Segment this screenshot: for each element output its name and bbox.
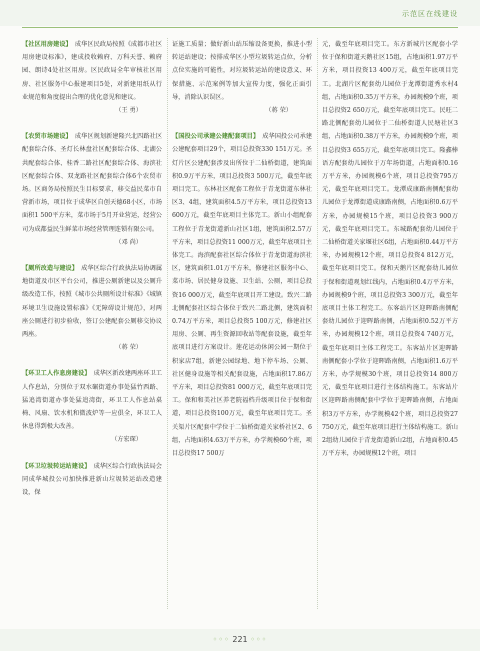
article-heading: 【社区用房建设】 — [22, 41, 72, 48]
article-author: （王 勇） — [115, 107, 142, 115]
article-body: 元，截至年底项目完工。东方新城片区配套小学位于保和街道天鹅社区15组，占地面积1.97万平方米，项目投资13 400万元，截至年底项目完工。北湖片区配套幼儿园位于龙潭街道秀水村4组，占地面积0.35万平方米，办园规模9个班，项目总投资2 650万元，截至年底项目完工。民旺二路北侧配套幼儿园位于二仙桥街道人民塘社区3组，占地面积0.38万平方米，办园规模9个班，项目总投资3 655万元，截至年底项目完工。隆鑫棒语方配套幼儿园位于万年场街道，占地面积0.16万平方米，办园规模6个班，项目总投资795万元，截至年底项目完工。龙潭成康路南侧配套幼儿园位于龙潭街道成康路南侧，占地面积0.6万平方米，办园规模15个班，项目总投资3 900万元，截至年底项目完工。东城路配套幼儿园位于二仙桥街道关家堰社区6组，占地面积0.44万平方米，办园规模12个班，项目总投资4 812万元，截至年底项目完工。保和天鹅片区配套幼儿园位于保和街道观划红线内，占地面积0.4万平方米，办园规模9个班，项目总投资3 300万元，截至年底项目主体工程完工。东客站片区迎晖路南侧配套幼儿园位于迎晖路南侧，占地面积0.52万平方米，办园规模12个班，项目总投资4 740万元，截至年底项目主体工程完工。东客站片区迎晖路南侧配套小学位于迎晖路南侧，占地面积1.6万平方米，办学规模30个班，项目总投资14 800万元，截至年底项目进行主体结构施工。东客站片区迎晖路南侧配套中学位于迎晖路南侧，占地面积3万平方米，办学规模42个班，项目总投资27 750万元，截至年底项目进行主体结构施工。新山2组幼儿园位于青龙街道新山2组，占地面积0.45万平方米，办园规模12个班，项目 — [322, 41, 458, 458]
article — [22, 38, 162, 117]
article-body: 成华区综合行政执法局会同成华城投公司加快推进新山垃圾转运站改造建设，保 — [22, 462, 162, 497]
column-divider — [317, 38, 318, 609]
header-rule — [22, 27, 458, 28]
article — [172, 38, 312, 117]
article-author: （方宏琛） — [111, 436, 142, 444]
article-heading: 【国投公司承建公建配套项目】 — [172, 133, 260, 141]
column-divider — [167, 38, 168, 609]
article-body: 成华区新改建两座环卫工人作息站，分别位于双水碾街道办事处猛竹西路、猛追湾街道办事处猛追湾街，环卫工人作息站桌椅、风扇、饮水机和微波炉等一应俱全，环卫工人休息得到极大改善。 — [22, 370, 162, 431]
article — [322, 38, 458, 461]
footer-ornament-right: ◦◦◦ — [250, 635, 268, 644]
article-body: 成华区综合行政执法局协调属地街道及市区平台公司，推进公厕新建以及公厕升级改造工作，按照《城市公共厕所设计标准》《城镇环境卫生设施设置标准》《无障碍设计规范》，对两座公厕进行初步验收，签订公建配套公厕移交协议两座。 — [22, 265, 163, 339]
article-author: （蒋 荣） — [115, 344, 142, 352]
article-body: 成华区民政局按照《成都市社区用房建设标准》，建成投收赖府、万科天誉、赖府园、朗诗4处社区用房。区民政局全年审核社区用房、社区服务中心报建项目5处，对新建用纸从行业规范和角度提出合理的优化意见和建议。 — [22, 41, 163, 101]
column-3 — [322, 38, 458, 461]
article-spacer — [22, 249, 162, 262]
article-spacer — [172, 117, 312, 130]
article-heading: 【厕所改造与建设】 — [22, 265, 79, 273]
article-body: 证施工质量；做好新山站压缩设备更换，推进小型转运站建设；按排成华区小型垃圾转运点位，分析点位实施的可能性，对垃圾转运站的建设意义、环保措施、示范案例等加大宣传力度，强化正面引导，消除认识误区。 — [172, 41, 312, 101]
column-2 — [172, 38, 312, 460]
footer — [0, 635, 480, 644]
column-1 — [22, 38, 162, 499]
article-body: 成华区规划新建隆兴北四路社区配套综合体、圣灯长林盘社区配套综合体、北湖公共配套综合体、桂香二路社区配套综合体、海滨社区配套综合体、双龙路社区配套综合体6个农贸市场。区商务局按照民生目标要求，移交益民菜市自营新市场，项目位于成华区自创天德68小区，市场面积1 500平方米，菜市场于5月开业营运，经营公司为成都益民生鲜菜市场经营管理连锁有限公司。 — [22, 133, 163, 233]
article — [22, 262, 162, 354]
article-heading: 【环卫垃圾转运站建设】 — [22, 462, 91, 470]
article-body: 成华国投公司承建公建配套项目29个，项目总投资330 151万元。圣灯片区公建配套涉及出所位于二仙桥街道，建筑面积0.9万平方米，项目总投资3 500万元，截至年底项目完工。东林社区配套工程位于青龙街道东林社区3、4组，建筑面积4.5万平方米，项目总投资13 600万元，截至年底项目主体完工。新山小组配套工程位于青龙街道新山社区1组，建筑面积2.57万平方米，项目总投资11 000万元，截至年底项目主体完工。海滨配套社区综合体位于青龙街道海滨社区，建筑面积1.01万平方米，修建社区服务中心、菜市场、居民健身设施、卫生站、公厕，项目总投资16 000万元，截至年底项目开工建设。致兴二路北侧配套社区综合体位于致兴二路北侧，建筑面积0.74万平方米，项目总投资5 100万元，修建社区用房、公厕、再生资源回收站等配套设施，截至年底项目进行方案设计。莲花运动休闲公园一期位于积家店7组，新建公园绿地、地下停车场、公厕、社区健身设施等相关配套设施，占地面积17.86万平方米，项目总投资81 000万元，截至年底项目完工。保和和美社区养老院福档升级项目位于保和街道，项目总投资100万元，截至年底项目完工。圣关渠片区配套中学位于二仙桥街道关家桥社区2、6组，占地面积4.63万平方米，办学规模60个班，项目总投资17 500万 — [172, 133, 313, 458]
page-number: 221 — [232, 635, 248, 644]
article — [22, 367, 162, 446]
article-spacer — [22, 354, 162, 367]
article — [22, 130, 162, 249]
footer-ornament-left: ◦◦◦ — [212, 635, 230, 644]
article-heading: 【农贸市场建设】 — [22, 133, 72, 141]
article-author: （邓 尚） — [115, 238, 142, 246]
article-heading: 【环卫工人作息房建设】 — [22, 370, 91, 378]
article-spacer — [22, 447, 162, 460]
running-header: 示范区在线建设 — [402, 10, 458, 18]
article-spacer — [22, 117, 162, 130]
article — [172, 130, 312, 460]
article-author: （蒋 荣） — [265, 107, 292, 115]
article — [22, 460, 162, 500]
